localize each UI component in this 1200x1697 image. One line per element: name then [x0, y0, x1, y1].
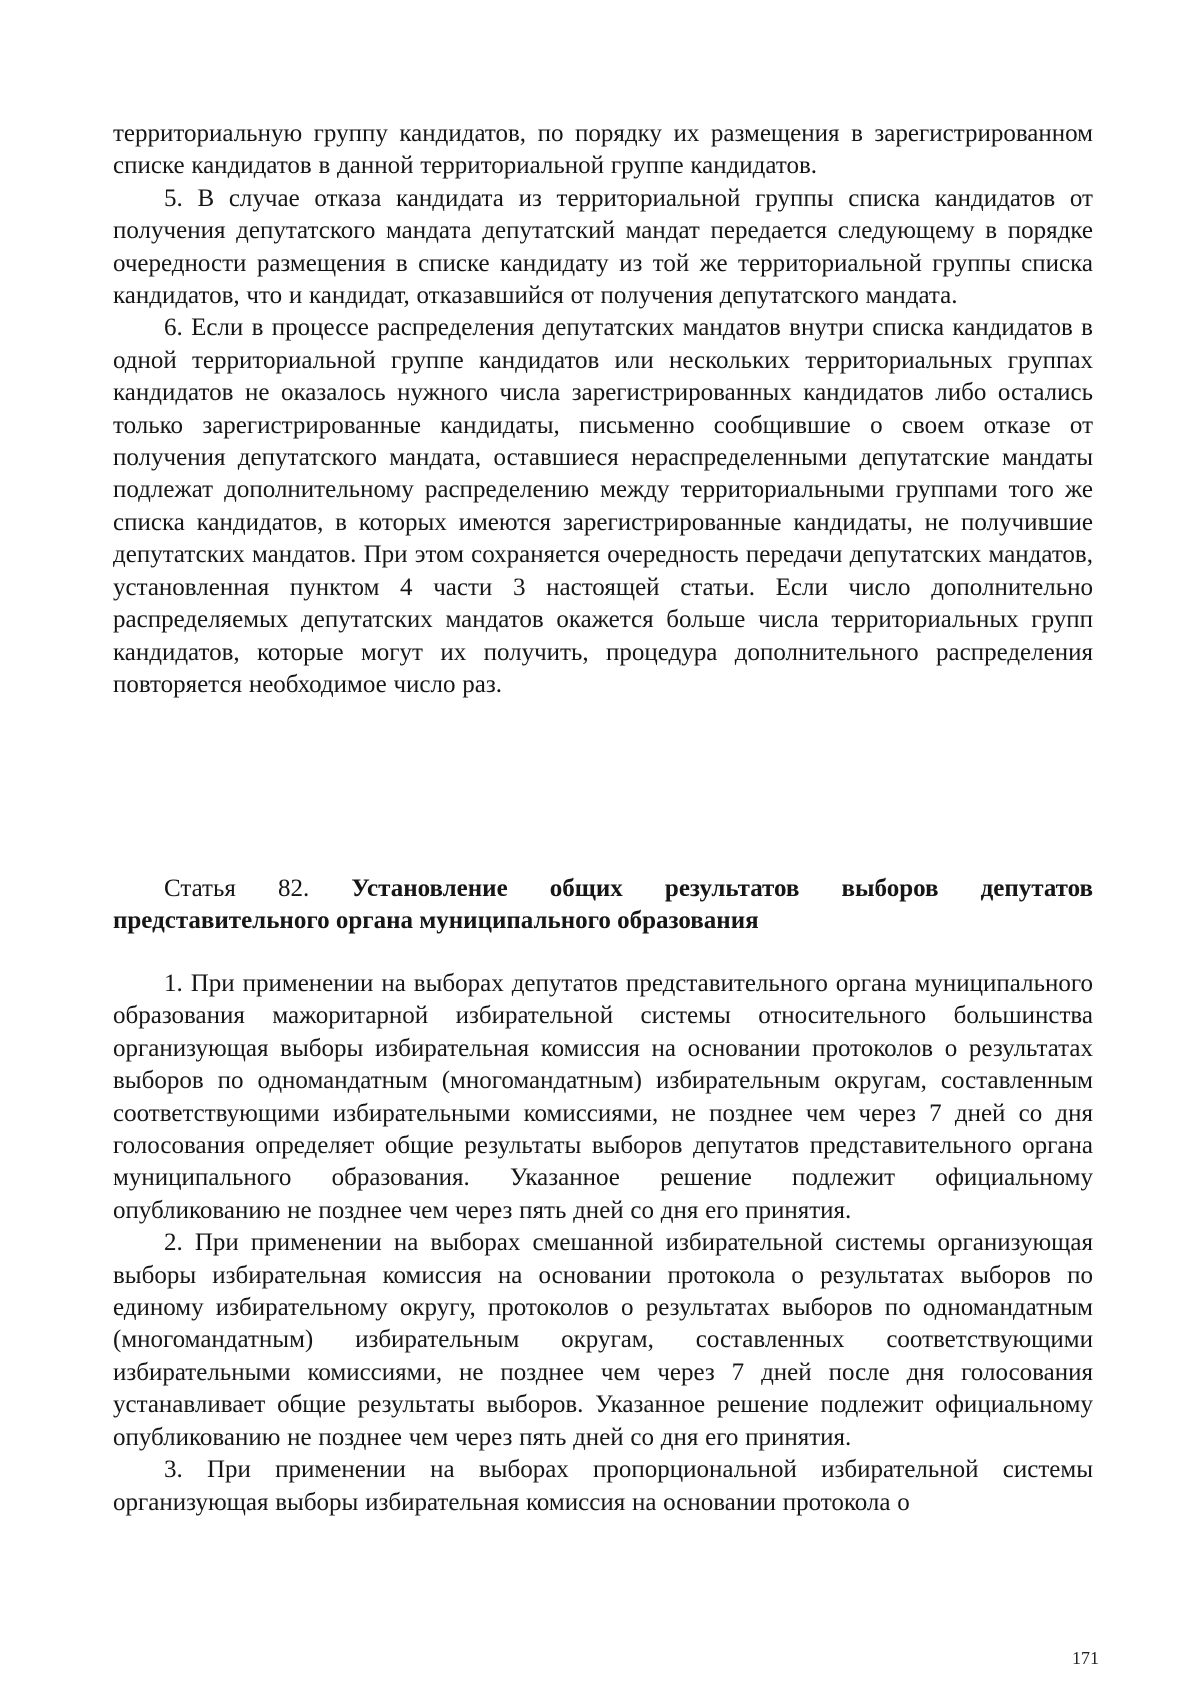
- article-body-section: [113, 968, 1093, 1519]
- paragraph-item-6: 6. Если в процессе распределения депутатских мандатов внутри списка кандидатов в одной территориальной группе кандидатов или нескольких территориальных группах кандидатов не оказалось нужного числа зарегистрированных кандидатов либо остались только зарегистрированные кандидаты, письменно сообщившие о своем отказе от получения депутатского мандата, оставшиеся нераспределенными депутатские мандаты подлежат дополнительному распределению между территориальными группами того же списка кандидатов, в которых имеются зарегистрированные кандидаты, не получившие депутатских мандатов. При этом сохраняется очередность передачи депутатских мандатов, установленная пунктом 4 части 3 настоящей статьи. Если число дополнительно распределяемых депутатских мандатов окажется больше числа территориальных групп кандидатов, которые могут их получить, процедура дополнительного распределения повторяется необходимое число раз.: [113, 314, 1093, 698]
- article-number: Статья 82.: [164, 875, 310, 902]
- article-paragraph-2: 2. При применении на выборах смешанной избирательной системы организующая выборы избирательная комиссия на основании протокола о результатах выборов по единому избирательному округу, протоколов о результатах выборов по одномандатным (многомандатным) избирательным округам, составленных соответствующими избирательными комиссиями, не позднее чем через 7 дней после дня голосования устанавливает общие результаты выборов. Указанное решение подлежит официальному опубликованию не позднее чем через пять дней со дня его принятия.: [113, 1229, 1093, 1451]
- page-number: 171: [1072, 1648, 1099, 1668]
- article-title: Установление общих результатов выборов депутатов представительного органа муниципального образования: [113, 875, 1094, 935]
- article-heading: [113, 873, 1093, 938]
- paragraph-continuation: территориальную группу кандидатов, по порядку их размещения в зарегистрированном списке кандидатов в данной территориальной группе кандидатов.: [113, 120, 1093, 180]
- article-paragraph-1: 1. При применении на выборах депутатов представительного органа муниципального образования мажоритарной избирательной системы относительного большинства организующая выборы избирательная комиссия на основании протоколов о результатах выборов по одномандатным (многомандатным) избирательным округам, составленным соответствующими избирательными комиссиями, не позднее чем через 7 дней со дня голосования определяет общие результаты выборов депутатов представительного органа муниципального образования. Указанное решение подлежит официальному опубликованию не позднее чем через пять дней со дня его принятия.: [113, 970, 1093, 1224]
- paragraph-item-5: 5. В случае отказа кандидата из территориальной группы списка кандидатов от получения депутатского мандата депутатский мандат передается следующему в порядке очередности размещения в списке кандидату из той же территориальной группы списка кандидатов, что и кандидат, отказавшийся от получения депутатского мандата.: [113, 184, 1093, 310]
- article-paragraph-3: 3. При применении на выборах пропорциональной избирательной системы организующая выборы избирательная комиссия на основании протокола о: [113, 1456, 1093, 1516]
- top-text-section: [113, 118, 1093, 701]
